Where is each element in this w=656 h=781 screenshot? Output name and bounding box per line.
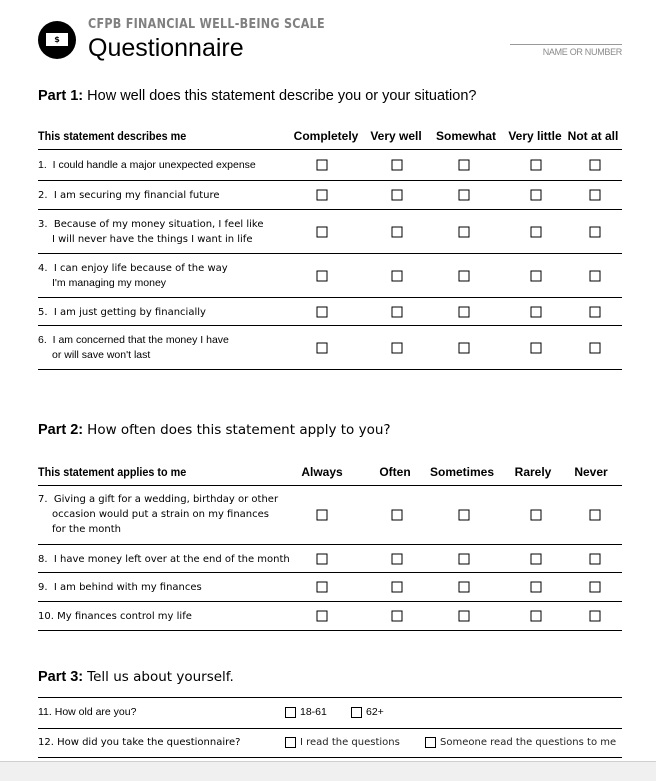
page-title: Questionnaire [88, 34, 244, 62]
checkbox-sometimes[interactable] [459, 553, 470, 564]
dollar-bill-icon [38, 21, 76, 59]
checkbox-very-little[interactable] [531, 226, 542, 237]
checkbox-very-well[interactable] [392, 190, 403, 201]
checkbox-read-questions[interactable] [285, 737, 296, 748]
part1-col-very-well: Very well [370, 129, 422, 143]
table-row [38, 573, 622, 602]
part1-column-label: This statement describes me [38, 129, 187, 143]
statement-text: 3. Because of my money situation, I feel like I will never have the things I want in life [38, 219, 264, 245]
checkbox-sometimes[interactable] [459, 582, 470, 593]
viewer-bottom-bar [0, 761, 656, 781]
checkbox-somewhat[interactable] [459, 226, 470, 237]
checkbox-someone-read[interactable] [425, 737, 436, 748]
part1-label: Part 1: [38, 88, 84, 104]
table-row [38, 698, 622, 729]
part3-heading [38, 669, 234, 685]
table-row [38, 729, 622, 758]
checkbox-often[interactable] [392, 611, 403, 622]
age-option-18-61[interactable]: 18-61 [285, 706, 327, 718]
checkbox-completely[interactable] [317, 306, 328, 317]
checkbox-never[interactable] [590, 611, 601, 622]
statement-text: 6. I am concerned that the money I have or will save won't last [38, 334, 229, 361]
checkbox-very-well[interactable] [392, 160, 403, 171]
checkbox-always[interactable] [317, 553, 328, 564]
table-row [38, 545, 622, 573]
checkbox-somewhat[interactable] [459, 270, 470, 281]
part3-question: Tell us about yourself. [87, 669, 234, 685]
checkbox-not-at-all[interactable] [590, 306, 601, 317]
part1-table-header [38, 126, 622, 150]
checkbox-sometimes[interactable] [459, 510, 470, 521]
statement-text: 10. My finances control my life [38, 611, 192, 622]
checkbox-often[interactable] [392, 553, 403, 564]
part2-col-always: Always [301, 465, 343, 479]
statement-text: 7. Giving a gift for a wedding, birthday or other occasion would put a strain on my finances for the month [38, 494, 279, 535]
part1-col-not-at-all: Not at all [567, 129, 619, 143]
name-or-number-field[interactable] [510, 44, 622, 45]
checkbox-rarely[interactable] [531, 582, 542, 593]
checkbox-completely[interactable] [317, 160, 328, 171]
checkbox-rarely[interactable] [531, 553, 542, 564]
checkbox-rarely[interactable] [531, 510, 542, 521]
part1-table [38, 126, 622, 370]
part2-col-often: Often [379, 465, 411, 479]
checkbox-18-61[interactable] [285, 707, 296, 718]
table-row [38, 486, 622, 545]
checkbox-always[interactable] [317, 582, 328, 593]
checkbox-somewhat[interactable] [459, 190, 470, 201]
part2-table-header [38, 462, 622, 486]
statement-text: 8. I have money left over at the end of the month [38, 554, 290, 565]
checkbox-very-little[interactable] [531, 306, 542, 317]
part2-col-sometimes: Sometimes [429, 465, 495, 479]
part2-col-never: Never [574, 465, 608, 479]
checkbox-often[interactable] [392, 510, 403, 521]
checkbox-very-well[interactable] [392, 342, 403, 353]
checkbox-completely[interactable] [317, 342, 328, 353]
checkbox-very-well[interactable] [392, 270, 403, 281]
checkbox-always[interactable] [317, 611, 328, 622]
checkbox-not-at-all[interactable] [590, 226, 601, 237]
part3-label: Part 3: [38, 669, 84, 685]
part2-heading [38, 422, 391, 438]
checkbox-sometimes[interactable] [459, 611, 470, 622]
checkbox-not-at-all[interactable] [590, 270, 601, 281]
table-row [38, 602, 622, 631]
table-row [38, 254, 622, 298]
checkbox-always[interactable] [317, 510, 328, 521]
checkbox-very-well[interactable] [392, 226, 403, 237]
part3-table [38, 697, 622, 758]
checkbox-somewhat[interactable] [459, 342, 470, 353]
name-or-number-label: NAME OR NUMBER [542, 47, 622, 57]
part1-question: How well does this statement describe you or your situation? [87, 88, 477, 104]
part2-question: How often does this statement apply to you? [87, 422, 391, 438]
checkbox-62-plus[interactable] [351, 707, 362, 718]
table-row [38, 298, 622, 326]
age-option-62-plus[interactable]: 62+ [351, 706, 384, 718]
table-row [38, 210, 622, 254]
checkbox-very-little[interactable] [531, 342, 542, 353]
checkbox-completely[interactable] [317, 226, 328, 237]
table-row [38, 150, 622, 181]
statement-text: 1. I could handle a major unexpected expense [38, 159, 256, 171]
part1-heading [38, 88, 476, 104]
part1-col-completely: Completely [293, 129, 359, 143]
table-row [38, 181, 622, 210]
method-option-self[interactable]: I read the questions [285, 737, 400, 748]
checkbox-very-well[interactable] [392, 306, 403, 317]
checkbox-completely[interactable] [317, 190, 328, 201]
part2-label: Part 2: [38, 422, 84, 438]
checkbox-never[interactable] [590, 510, 601, 521]
checkbox-very-little[interactable] [531, 190, 542, 201]
part2-col-rarely: Rarely [514, 465, 552, 479]
statement-text: 2. I am securing my financial future [38, 190, 220, 201]
part2-table [38, 462, 622, 631]
checkbox-somewhat[interactable] [459, 306, 470, 317]
checkbox-never[interactable] [590, 582, 601, 593]
method-question: 12. How did you take the questionnaire? [38, 737, 241, 748]
checkbox-completely[interactable] [317, 270, 328, 281]
checkbox-not-at-all[interactable] [590, 160, 601, 171]
document-kicker: CFPB FINANCIAL WELL-BEING SCALE [88, 17, 325, 32]
table-row [38, 326, 622, 370]
checkbox-not-at-all[interactable] [590, 190, 601, 201]
part1-col-somewhat: Somewhat [435, 129, 497, 143]
statement-text: 5. I am just getting by financially [38, 307, 206, 318]
part1-col-very-little: Very little [508, 129, 562, 143]
checkbox-not-at-all[interactable] [590, 342, 601, 353]
checkbox-never[interactable] [590, 553, 601, 564]
checkbox-very-little[interactable] [531, 270, 542, 281]
checkbox-often[interactable] [392, 582, 403, 593]
checkbox-very-little[interactable] [531, 160, 542, 171]
logo-dollar-symbol: $ [46, 33, 68, 46]
method-option-read-to-me[interactable]: Someone read the questions to me [425, 737, 616, 748]
checkbox-rarely[interactable] [531, 611, 542, 622]
statement-text: 4. I can enjoy life because of the way I'm managing my money [38, 263, 228, 289]
age-question: 11. How old are you? [38, 706, 137, 718]
part2-column-label: This statement applies to me [38, 465, 187, 479]
statement-text: 9. I am behind with my finances [38, 582, 202, 593]
checkbox-somewhat[interactable] [459, 160, 470, 171]
